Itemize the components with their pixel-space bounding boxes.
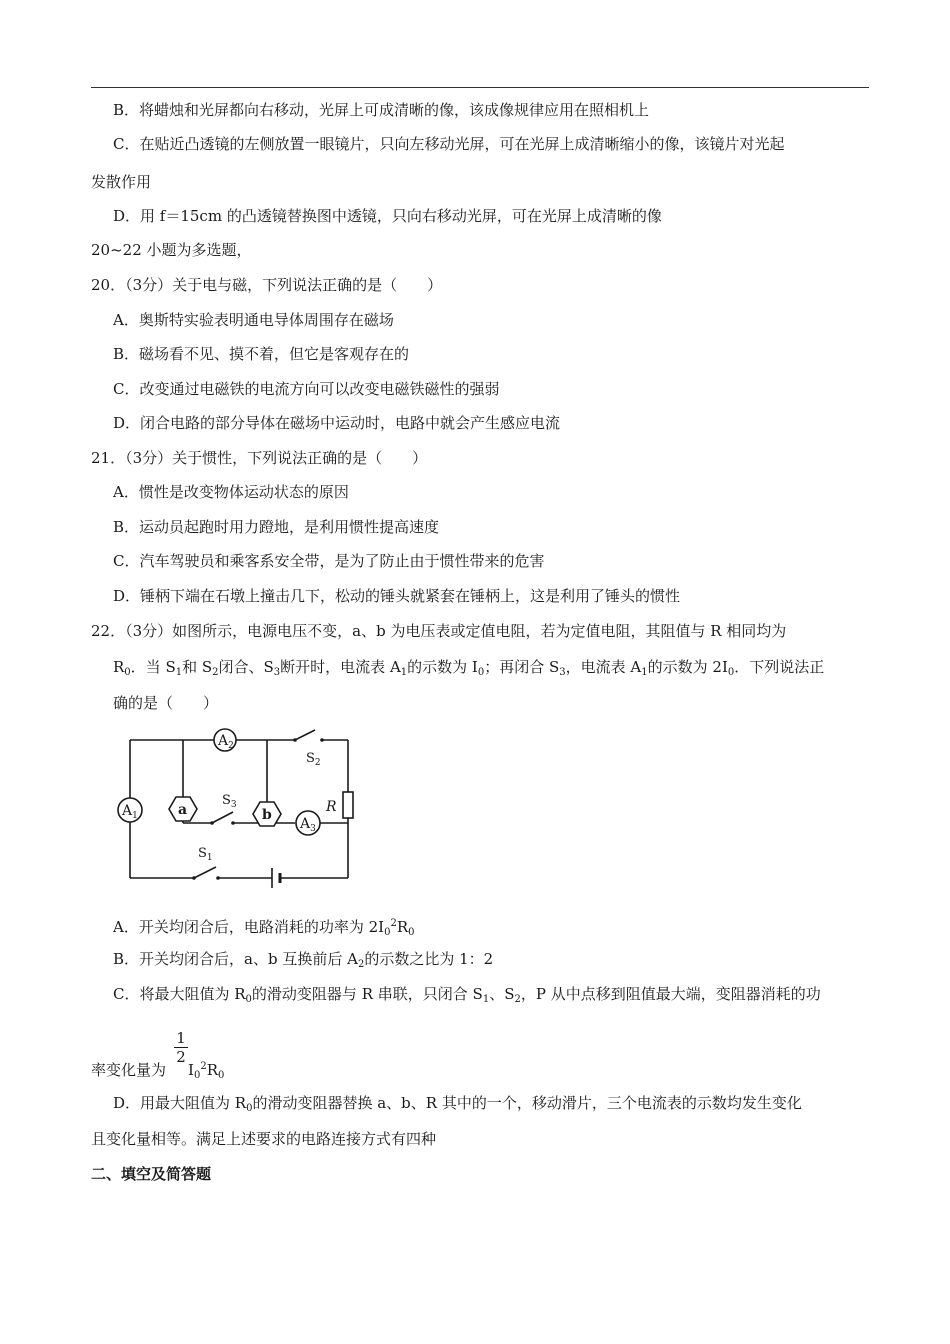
q22-option-b: B．开关均闭合后，a、b 互换前后 $A_2$的示数之比为 1：2 bbox=[113, 950, 494, 970]
q20-option-c: C．改变通过电磁铁的电流方向可以改变电磁铁磁性的强弱 bbox=[113, 380, 500, 398]
label-s3: $S_3$ bbox=[222, 793, 237, 810]
resistor-r bbox=[343, 792, 353, 818]
circuit-diagram bbox=[110, 720, 360, 895]
fraction-one-half: 1 2 bbox=[174, 1030, 188, 1065]
q22-stem-line3: 确的是（ ） bbox=[113, 694, 219, 712]
q22-option-d: D．用最大阻值为 $R_0$的滑动变阻器替换 a、b、R 其中的一个，移动滑片，三个电流表的示数均发生变化 bbox=[113, 1094, 802, 1114]
multi-choice-note: 20~22 小题为多选题， bbox=[91, 241, 252, 259]
q20-option-d: D．闭合电路的部分导体在磁场中运动时，电路中就会产生感应电流 bbox=[113, 414, 561, 432]
q19-option-b: B．将蜡烛和光屏都向右移动，光屏上可成清晰的像，该成像规律应用在照相机上 bbox=[113, 101, 650, 119]
q22-stem-line2: $R_0$．当 $S_1$和 $S_2$闭合、$S_3$断开时，电流表 $A_1$的示数为 $I_0$；再闭合 $S_3$，电流表 $A_1$的示数为 $2I_0$．下列说法正 bbox=[113, 658, 825, 678]
q21-stem: 21．（3分）关于惯性，下列说法正确的是（ ） bbox=[91, 449, 428, 467]
label-a1: $A_1$ bbox=[122, 803, 138, 821]
q21-option-a: A．惯性是改变物体运动状态的原因 bbox=[113, 483, 349, 501]
q20-option-b: B．磁场看不见、摸不着，但它是客观存在的 bbox=[113, 345, 410, 363]
q19-option-d: D．用 f＝15cm 的凸透镜替换图中透镜，只向右移动光屏，可在光屏上成清晰的像 bbox=[113, 207, 662, 225]
section-2-heading: 二、填空及简答题 bbox=[91, 1165, 212, 1183]
label-a: a bbox=[178, 802, 188, 818]
q21-option-d: D．锤柄下端在石墩上撞击几下，松动的锤头就紧套在锤柄上，这是利用了锤头的惯性 bbox=[113, 587, 681, 605]
q22-option-c: C．将最大阻值为 $R_0$的滑动变阻器与 R 串联，只闭合 $S_1$、$S_2$，P 从中点移到阻值最大端，变阻器消耗的功 bbox=[113, 985, 821, 1005]
q19-option-c: C．在贴近凸透镜的左侧放置一眼镜片，只向左移动光屏，可在光屏上成清晰缩小的像，该镜片对光起 bbox=[113, 135, 785, 153]
q20-option-a: A．奥斯特实验表明通电导体周围存在磁场 bbox=[113, 311, 394, 329]
label-b: b bbox=[262, 807, 272, 823]
q22-option-c-cont: 率变化量为 $I_0^2R_0$ bbox=[91, 1061, 225, 1081]
q20-stem: 20．（3分）关于电与磁，下列说法正确的是（ ） bbox=[91, 276, 443, 294]
label-a2: $A_2$ bbox=[218, 733, 234, 751]
q21-option-c: C．汽车驾驶员和乘客系安全带，是为了防止由于惯性带来的危害 bbox=[113, 552, 545, 570]
label-s1: $S_1$ bbox=[198, 846, 213, 863]
label-r: R bbox=[326, 799, 337, 815]
q22-stem: 22．（3分）如图所示，电源电压不变，a、b 为电压表或定值电阻，若为定值电阻，其阻值与 R 相同均为 bbox=[91, 622, 787, 640]
header-rule bbox=[91, 87, 869, 88]
label-a3: $A_3$ bbox=[300, 816, 316, 834]
q22-option-a: A．开关均闭合后，电路消耗的功率为 $2I_0^2R_0$ bbox=[113, 918, 415, 938]
q21-option-b: B．运动员起跑时用力蹬地，是利用惯性提高速度 bbox=[113, 518, 440, 536]
q22-option-d-cont: 且变化量相等。满足上述要求的电路连接方式有四种 bbox=[91, 1130, 437, 1148]
q19-option-c-cont: 发散作用 bbox=[91, 173, 152, 191]
label-s2: $S_2$ bbox=[306, 751, 321, 768]
